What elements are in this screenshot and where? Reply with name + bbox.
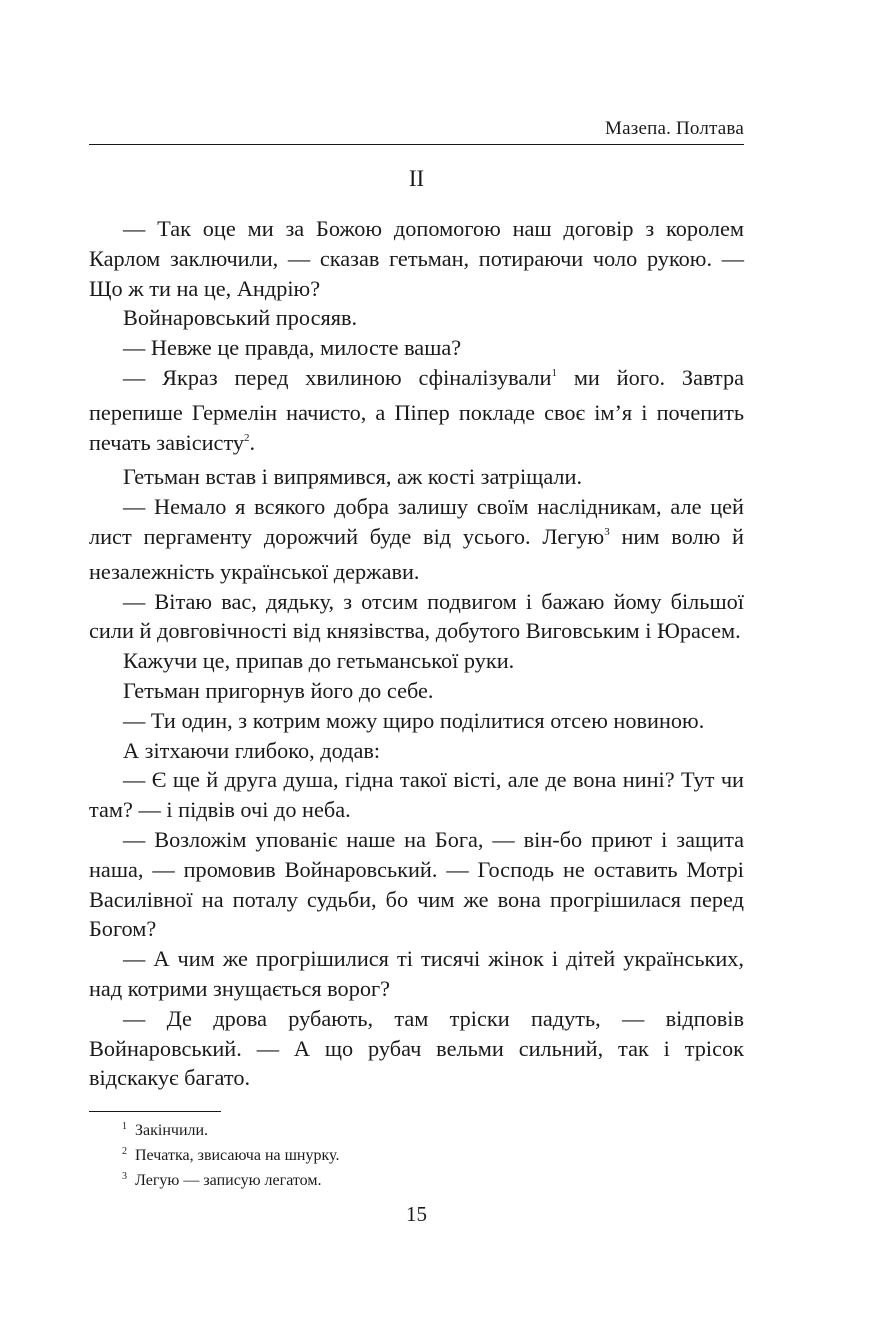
paragraph-text: — Возложім упованіє наше на Бога, — він-бо приют і защита наша, — промовив Войнаровський. — Господь не оставить Мотрі Василівної на поталу судьби, бо чим же вона прогрішилася перед Богом? [89,826,744,942]
paragraph-text: — Де дрова рубають, там тріски падуть, — відповів Войнаровський. — А що рубач вельми сильний, так і трісок відскакує багато. [89,1005,744,1091]
paragraph [89,825,744,944]
paragraph [89,303,744,333]
paragraph-text: ним волю й незалежність української держави. [89,523,744,584]
paragraph-text: — Якраз перед хвилиною сфіналізували [123,364,552,390]
paragraph-text: — Так оце ми за Божою допомогою наш договір з королем Карлом заключили, — сказав гетьман, потираючи чоло рукою. — Що ж ти на це, Андрію? [89,216,744,301]
paragraph-text: ми його. Завтра перепише Гермелін начисто, а Піпер покладе своє ім’я і почепить печать завісисту [89,364,744,455]
footnote-ref: 2 [244,431,250,444]
paragraph [89,676,744,706]
footnotes [122,1119,339,1194]
paragraph [89,587,744,647]
footnote-number: 3 [122,1171,127,1182]
paragraph-text: Войнаровський просяяв. [123,305,358,331]
paragraph-text: — Немало я всякого добра залишу своїм наслідникам, але цей лист пергаменту дорожчий буде від усього. Легую [89,494,744,549]
footnote-text: Легую — записую легатом. [135,1172,322,1189]
paragraph-text: Гетьман встав і випрямився, аж кості затріщали. [123,464,583,490]
running-title: Мазепа. Полтава [605,118,744,139]
paragraph [89,492,744,586]
body-text [89,214,744,1093]
chapter-number: II [408,166,425,191]
paragraph [89,214,744,303]
paragraph [89,646,744,676]
paragraph [89,736,744,766]
paragraph [89,765,744,825]
footnote-text: Закінчили. [135,1122,209,1139]
footnote [122,1119,339,1144]
footnote-number: 2 [122,1146,127,1157]
paragraph-text: — Вітаю вас, дядьку, з отсим подвигом і бажаю йому більшої сили й довговічності від князівства, добутого Виговським і Юрасем. [89,588,744,644]
footnote-text: Печатка, звисаюча на шнурку. [135,1147,340,1164]
paragraph [89,1004,744,1093]
footnote-rule [89,1111,221,1112]
paragraph-text: Гетьман пригорнув його до себе. [123,677,434,703]
header-rule [89,144,744,145]
footnote-ref: 1 [551,366,557,379]
page-number: 15 [406,1202,427,1226]
paragraph [89,333,744,363]
footnote [122,1169,339,1194]
paragraph [89,706,744,736]
paragraph [89,462,744,492]
paragraph-text: — Невже це правда, милосте ваша? [123,335,462,361]
paragraph-text: Кажучи це, припав до гетьманської руки. [123,648,515,674]
paragraph-text: — Є ще й друга душа, гідна такої вісті, але де вона нині? Тут чи там? — і підвів очі до неба. [89,767,744,823]
paragraph-text: А зітхаючи глибоко, додав: [123,737,381,763]
paragraph [89,944,744,1004]
paragraph [89,363,744,462]
paragraph-text: . [249,429,256,455]
footnote-number: 1 [122,1121,127,1132]
paragraph-text: — А чим же прогрішилися ті тисячі жінок і дітей українських, над котрими знущається ворог? [89,946,744,1001]
footnote-ref: 3 [604,525,610,538]
footnote [122,1144,339,1169]
paragraph-text: — Ти один, з котрим можу щиро поділитися отсею новиною. [123,707,705,733]
